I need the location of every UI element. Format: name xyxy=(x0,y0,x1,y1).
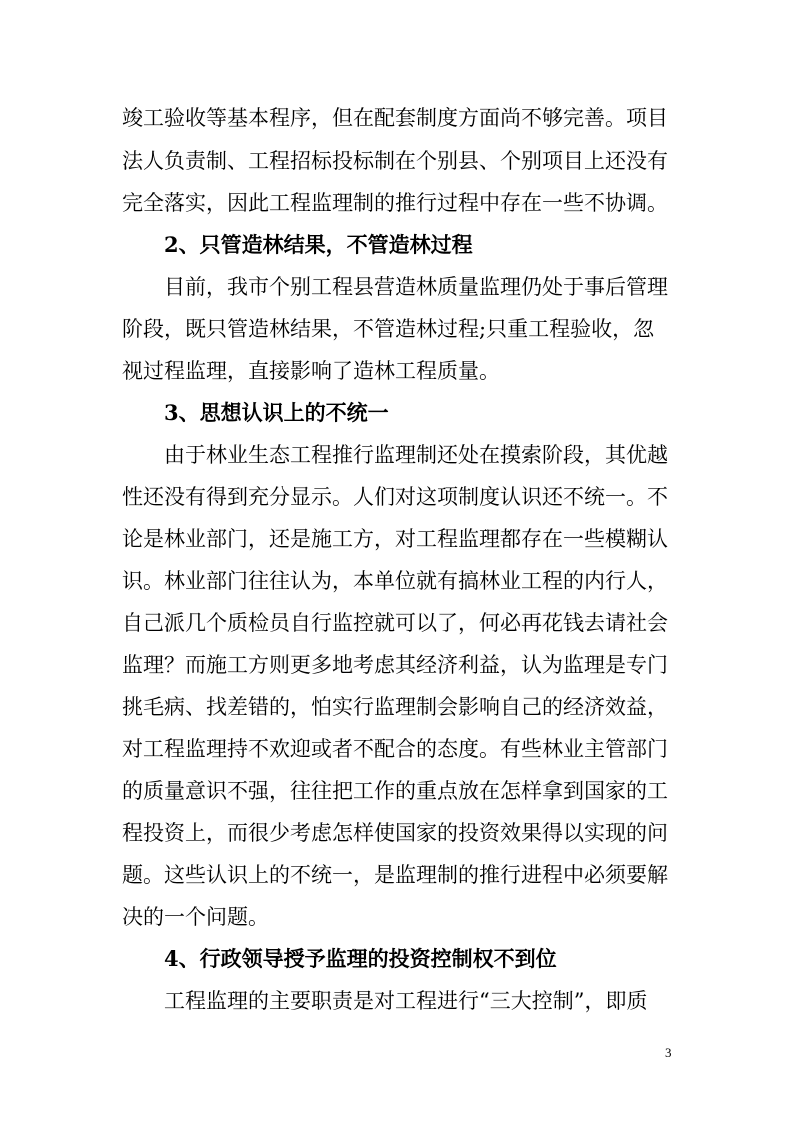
body-line: 论是林业部门，还是施工方，对工程监理都存在一些模糊认 xyxy=(122,527,668,551)
section-heading-4: 4、行政领导授予监理的投资控制权不到位 xyxy=(164,946,557,971)
body-line: 程投资上，而很少考虑怎样使国家的投资效果得以实现的问 xyxy=(122,821,668,845)
body-line: 阶段，既只管造林结果，不管造林过程;只重工程验收，忽 xyxy=(122,317,655,341)
body-line: 识。林业部门往往认为，本单位就有搞林业工程的内行人， xyxy=(122,569,668,593)
section-heading-2: 2、只管造林结果，不管造林过程 xyxy=(164,232,473,257)
page-number: 3 xyxy=(665,1045,672,1060)
body-line: 法人负责制、工程招标投标制在个别县、个别项目上还没有 xyxy=(122,149,668,173)
body-line: 工程监理的主要职责是对工程进行“三大控制”，即质 xyxy=(164,989,648,1013)
body-line: 挑毛病、找差错的，怕实行监理制会影响自己的经济效益， xyxy=(122,695,668,719)
body-line: 性还没有得到充分显示。人们对这项制度认识还不统一。不 xyxy=(122,485,668,509)
body-line: 题。这些认识上的不统一，是监理制的推行进程中必须要解 xyxy=(122,863,668,887)
section-heading-3: 3、思想认识上的不统一 xyxy=(164,400,389,425)
body-line: 竣工验收等基本程序，但在配套制度方面尚不够完善。项目 xyxy=(122,106,668,130)
body-line: 的质量意识不强，往往把工作的重点放在怎样拿到国家的工 xyxy=(122,779,668,803)
body-line: 监理？而施工方则更多地考虑其经济利益，认为监理是专门 xyxy=(122,653,668,677)
body-line: 决的一个问题。 xyxy=(122,905,269,929)
body-line: 对工程监理持不欢迎或者不配合的态度。有些林业主管部门 xyxy=(122,737,668,761)
body-line: 视过程监理，直接影响了造林工程质量。 xyxy=(122,359,500,383)
body-line: 由于林业生态工程推行监理制还处在摸索阶段，其优越 xyxy=(164,443,668,467)
body-line: 目前，我市个别工程县营造林质量监理仍处于事后管理 xyxy=(164,275,668,299)
body-line: 自己派几个质检员自行监控就可以了，何必再花钱去请社会 xyxy=(122,611,668,635)
body-line: 完全落实，因此工程监理制的推行过程中存在一些不协调。 xyxy=(122,191,668,215)
